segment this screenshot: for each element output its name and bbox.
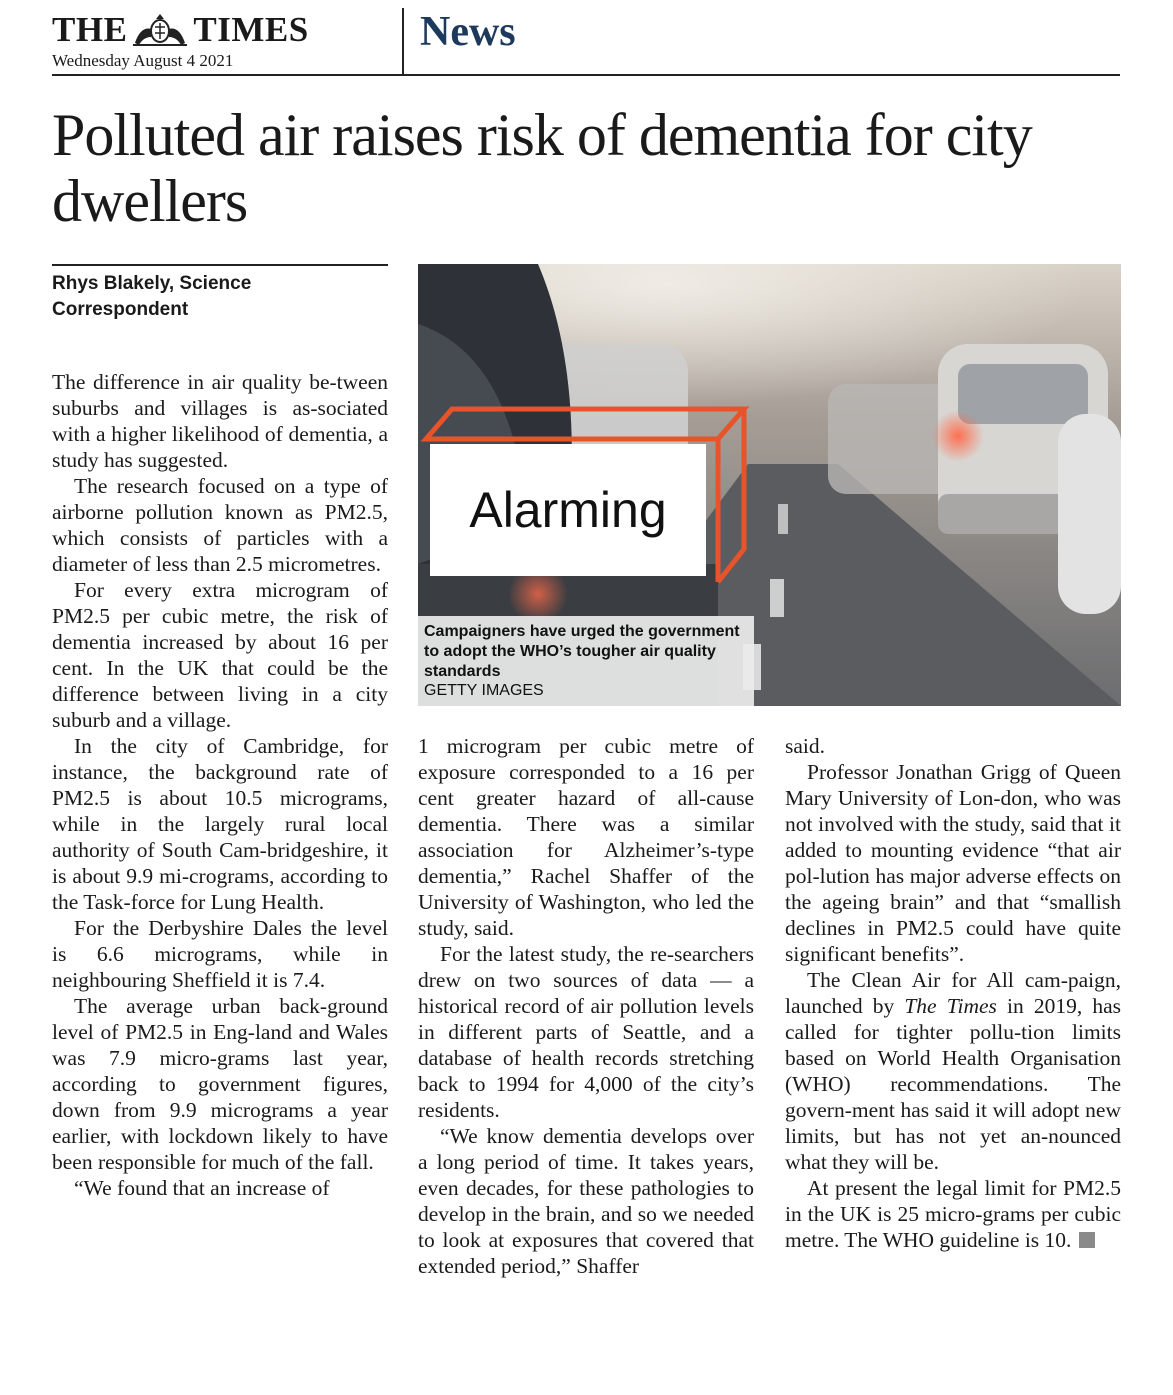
- paragraph: said.: [785, 734, 826, 758]
- byline-rule: [52, 264, 388, 266]
- paragraph: For the latest study, the re-searchers drew on two sources of data — a historical record of air pollution levels in different parts of Seattle, and a database of health records stretching back to 1994 for 4,000 of the city’s residents.: [418, 942, 754, 1122]
- newspaper-name-italic: The Times: [904, 994, 997, 1018]
- byline: Rhys Blakely, Science Correspondent: [52, 273, 252, 320]
- paragraph: The research focused on a type of airborne pollution known as PM2.5, which consists of particles with a diameter of less than 2.5 micrometres.: [52, 474, 388, 576]
- paragraph: Professor Jonathan Grigg of Queen Mary University of Lon-don, who was not involved with the study, said that it added to mounting evidence “that air pol-lution has major adverse effects on the ageing brain” and that “smallish declines in PM2.5 could have quite significant benefits”.: [785, 760, 1121, 966]
- headline: Polluted air raises risk of dementia for city dwellers: [52, 102, 1032, 234]
- article-column-2: [418, 733, 754, 1279]
- article-column-3: [785, 733, 1121, 1253]
- paragraph: “We know dementia develops over a long period of time. It takes years, even decades, for these pathologies to develop in the brain, and so we needed to look at exposures that covered that extended period,” Shaffer: [418, 1124, 754, 1278]
- paragraph: In the city of Cambridge, for instance, the background rate of PM2.5 is about 10.5 micrograms, while in the largely rural local authority of South Cam-bridgeshire, it is about 9.9 mi-crograms, according to the Task-force for Lung Health.: [52, 734, 388, 914]
- masthead-divider: [402, 8, 404, 74]
- article-photo: [418, 264, 1121, 706]
- photo-credit: GETTY IMAGES: [424, 682, 544, 699]
- paragraph: For the Derbyshire Dales the level is 6.6 micrograms, while in neighbouring Sheffield it is 7.4.: [52, 916, 388, 992]
- photo-caption: Campaigners have urged the government to adopt the WHO’s tougher air quality standards: [424, 623, 740, 680]
- paragraph: 1 microgram per cubic metre of exposure corresponded to a 16 per cent greater hazard of all-cause dementia. There was a similar association for Alzheimer’s-type dementia,” Rachel Shaffer of the University of Washington, who led the study, said.: [418, 734, 754, 940]
- text-run: The Clean Air for All cam-paign, launched by: [785, 968, 1121, 1018]
- paragraph: [785, 1175, 1121, 1253]
- photo-caption-panel: [418, 616, 754, 706]
- newspaper-logo: [52, 10, 309, 50]
- logo-word-left: THE: [52, 10, 128, 49]
- paragraph: “We found that an increase of: [74, 1176, 330, 1200]
- text-run: At present the legal limit for PM2.5 in the UK is 25 micro-grams per cubic metre. The WHO guideline is 10.: [785, 1176, 1121, 1252]
- end-of-article-icon: [1079, 1232, 1095, 1248]
- logo-word-right: TIMES: [193, 10, 309, 49]
- paragraph: For every extra microgram of PM2.5 per cubic metre, the risk of dementia increased by about 16 per cent. In the UK that could be the difference between living in a city suburb and a village.: [52, 578, 388, 732]
- text-run: in 2019, has called for tighter pollu-tion limits based on World Health Organisation (WHO) recommendations. The govern-ment has said it will adopt new limits, but has not yet an-nounced what they will be.: [785, 994, 1121, 1174]
- masthead: [52, 8, 1120, 76]
- paragraph: The difference in air quality be-tween suburbs and villages is as-sociated with a higher likelihood of dementia, a study has suggested.: [52, 370, 388, 472]
- paragraph: [785, 967, 1121, 1175]
- paragraph: The average urban back-ground level of PM2.5 in Eng-land and Wales was 7.9 micro-grams last year, according to government figures, down from 9.9 micrograms a year earlier, with lockdown likely to have been responsible for much of the fall.: [52, 994, 388, 1174]
- article-column-1: [52, 369, 388, 1201]
- issue-date: Wednesday August 4 2021: [52, 51, 234, 70]
- alarm-word: Alarming: [469, 482, 667, 538]
- section-label: News: [420, 9, 516, 55]
- royal-crest-icon: [131, 13, 189, 47]
